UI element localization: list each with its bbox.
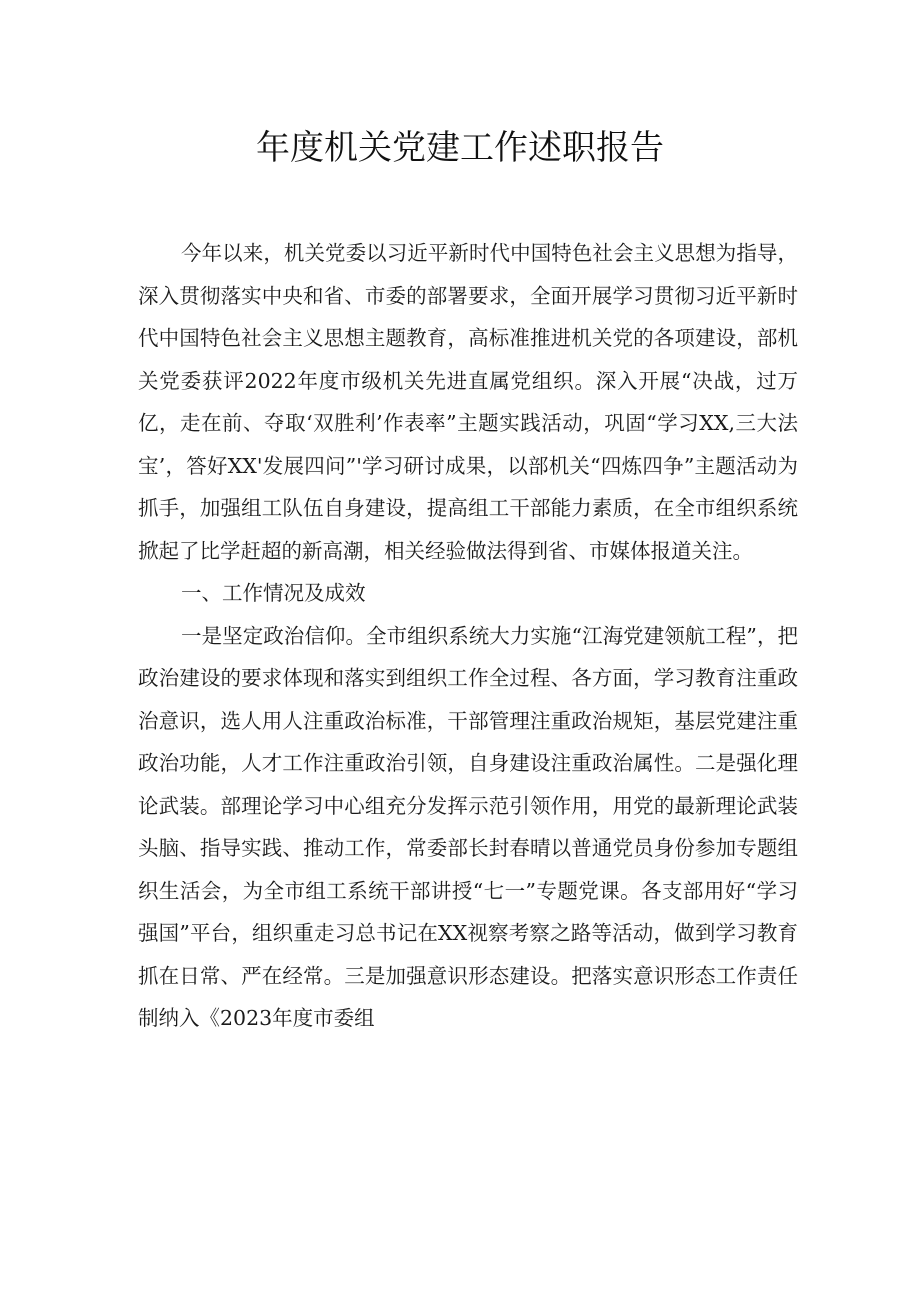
document-body [138, 232, 798, 1040]
work-situation-paragraph: 一是坚定政治信仰。全市组织系统大力实施“江海党建领航工程”，把政治建设的要求体现和落实到组织工作全过程、各方面，学习教育注重政治意识，选人用人注重政治标准，干部管理注重政治规矩，基层党建注重政治功能，人才工作注重政治引领，自身建设注重政治属性。二是强化理论武装。部理论学习中心组充分发挥示范引领作用，用党的最新理论武装头脑、指导实践、推动工作，常委部长封春晴以普通党员身份参加专题组织生活会，为全市组工系统干部讲授“七一”专题党课。各支部用好“学习强国”平台，组织重走习总书记在XX视察考察之路等活动，做到学习教育抓在日常、严在经常。三是加强意识形态建设。把落实意识形态工作责任制纳入《2023年度市委组 [138, 623, 798, 1030]
document-title: 年度机关党建工作述职报告 [256, 128, 664, 168]
intro-paragraph: 今年以来，机关党委以习近平新时代中国特色社会主义思想为指导，深入贯彻落实中央和省、市委的部署要求，全面开展学习贯彻习近平新时代中国特色社会主义思想主题教育，高标准推进机关党的各项建设，部机关党委获评2022年度市级机关先进直属党组织。深入开展“决战，过万亿，走在前、夺取‘双胜利’作表率”主题实践活动，巩固“学习XX,三大法宝’，答好XX'发展四问”'学习研讨成果，以部机关“四炼四争”主题活动为抓手，加强组工队伍自身建设，提高组工干部能力素质，在全市组织系统掀起了比学赶超的新高潮，相关经验做法得到省、市媒体报道关注。 [138, 241, 798, 563]
section-heading: 一、工作情况及成效 [181, 581, 366, 605]
